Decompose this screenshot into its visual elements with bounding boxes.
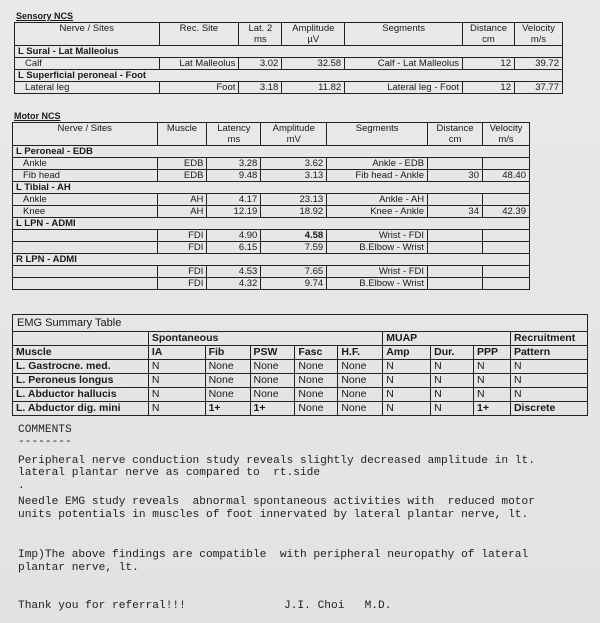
comment-emg-line2: units potentials in muscles of foot innervated by lateral plantar nerve, lt. [18,509,529,521]
emg-group-header-row [13,332,588,346]
table-row: Fib head EDB 9.48 3.13 Fib head - Ankle 30 48.40 [13,170,530,182]
table-row: FDI 4.90 4.58 Wrist - FDI [13,230,530,242]
impression-line2: plantar nerve, lt. [18,562,139,574]
table-row: L. Abductor hallucis N None None None None N N N N [13,388,588,402]
col-amplitude: Amplitude µV [282,23,345,46]
emg-group-muap: MUAP [383,332,511,346]
emg-title-row [13,315,588,332]
col-velocity: Velocity m/s [514,23,562,46]
motor-group-peroneal: L Peroneal - EDB [13,146,530,158]
emg-title: EMG Summary Table [13,315,588,332]
table-row: L. Gastrocne. med. N None None None None N N N N [13,360,588,374]
table-row: L. Peroneus longus N None None None None N N N N [13,374,588,388]
comment-ncs-line1: Peripheral nerve conduction study reveals slightly decreased amplitude in lt. [18,455,535,467]
sensory-table [14,22,563,94]
col-segments: Segments [345,23,463,46]
table-row: FDI 4.32 9.74 B.Elbow - Wrist [13,278,530,290]
sensory-row-sural: Calf Lat Malleolus 3.02 32.58 Calf - Lat Malleolus 12 39.72 [15,58,563,70]
emg-group-recruitment: Recruitment [510,332,587,346]
motor-header-row [13,123,530,146]
sensory-header-row [15,23,563,46]
table-row: Ankle EDB 3.28 3.62 Ankle - EDB [13,158,530,170]
table-row: FDI 6.15 7.59 B.Elbow - Wrist [13,242,530,254]
motor-col-distance: Distance cm [428,123,483,146]
comment-dot: . [18,480,25,492]
col-rec-site: Rec. Site [159,23,239,46]
motor-col-amplitude: Amplitude mV [261,123,327,146]
emg-summary-table [12,314,588,416]
motor-table [12,122,530,290]
comment-ncs-line2: lateral plantar nerve as compared to rt.side [18,467,321,479]
table-row: Ankle AH 4.17 23.13 Ankle - AH [13,194,530,206]
sensory-title: Sensory NCS [16,11,74,21]
col-nerve-sites: Nerve / Sites [15,23,160,46]
motor-group-tibial: L Tibial - AH [13,182,530,194]
motor-col-muscle: Muscle [157,123,207,146]
emg-col-header-row: Muscle IA Fib PSW Fasc H.F. Amp Dur. PPP Pattern [13,346,588,360]
col-lat2: Lat. 2 ms [239,23,282,46]
motor-col-nerve-sites: Nerve / Sites [13,123,158,146]
comment-emg-line1: Needle EMG study reveals abnormal spontaneous activities with reduced motor [18,496,535,508]
table-row: Knee AH 12.19 18.92 Knee - Ankle 34 42.39 [13,206,530,218]
motor-col-segments: Segments [327,123,428,146]
col-distance: Distance cm [463,23,515,46]
table-row: L. Abductor dig. mini N 1+ 1+ None None N N 1+ Discrete [13,402,588,416]
motor-col-latency: Latency ms [207,123,261,146]
sensory-row-sup-peroneal: Lateral leg Foot 3.18 11.82 Lateral leg - Foot 12 37.77 [15,82,563,94]
signature: J.I. Choi M.D. [284,600,392,612]
comments-underline: -------- [18,436,72,448]
table-row: FDI 4.53 7.65 Wrist - FDI [13,266,530,278]
thanks-text: Thank you for referral!!! [18,600,186,612]
comments-heading: COMMENTS [18,424,72,436]
impression-line1: Imp)The above findings are compatible with peripheral neuropathy of lateral [18,549,529,561]
motor-group-r-lpn: R LPN - ADMI [13,254,530,266]
sensory-group-sural: L Sural - Lat Malleolus [15,46,563,58]
motor-group-l-lpn: L LPN - ADMI [13,218,530,230]
motor-title: Motor NCS [14,111,61,121]
motor-col-velocity: Velocity m/s [482,123,529,146]
emg-group-spontaneous: Spontaneous [148,332,382,346]
sensory-group-sup-peroneal: L Superficial peroneal - Foot [15,70,563,82]
